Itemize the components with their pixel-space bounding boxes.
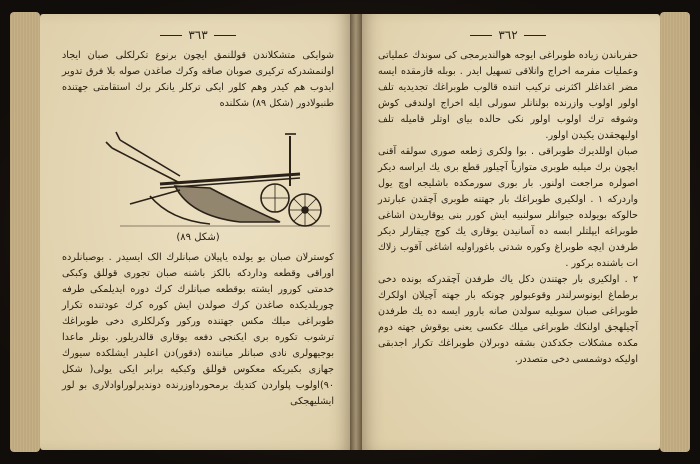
book-gutter (350, 14, 362, 450)
left-bottom-paragraph (62, 250, 334, 410)
left-top-paragraph (62, 48, 334, 112)
right-page (356, 14, 660, 450)
right-paragraph-3: ۲ . اولکیری بار جهتندن دکل یاك طرفدن آچقدرکه بونده دخی برطماغ ایونوسرلندر وقوعبولور چونکه بار جهته آچیلان اولکرك طوبراغی صبان سوبلیه سولدن صانه بارور ایسه ده یك طرفدن آچیلهجق اولنکك طوبراغی میلك عکسی یعنی یوقوش جهته دوم مکده مشکلات جکدکدن بشقه دوبرلان طوبراغك تکرار اجدبقی اولیکه دوشمسی دخی متصددر. (378, 274, 638, 365)
plow-drawing (106, 132, 330, 226)
left-page-number-text: ٣٦٣ (188, 28, 208, 42)
right-page-number-text: ٣٦٢ (498, 28, 518, 42)
left-top-paragraph-text: شوايكی متشکلاندن قوللنمق ایچون برنوع تکرلکلی صبان ایجاد اولنمشدرکه ترکیری صوبان صاقه وکرك صاغدن صوله بلا فرق تدویر ایدوب هم کیدر وهم کلور ایکی ترکلر یانکر برك استقامتی جهتنده طنبولادور (شکل ۸۹) شکلنده (62, 50, 334, 109)
figure-caption (40, 232, 356, 243)
figure-caption-text: (شکل ۸۹) (176, 232, 220, 243)
page-block-edge-right (660, 12, 690, 452)
right-body-text (378, 48, 638, 368)
right-page-number (356, 28, 660, 42)
open-book (10, 8, 690, 456)
left-bottom-paragraph-text: کوسترلان صبان بو یولده یاپیلان صبانلرك الک ایسیدر . بوصبانلرده اوراقی وقطعه وداردکه بالکز باشنه صبان تجوری قوللق وکبکی خدمتی کورور ایشته بوقطعه صبانلرك کرك دوره ایدیلمکی طرفه چوریلدیکده صاغدن کرك صولدن ایش کوره کرك عودتنده تکرار طوبراغی میلك مکس جهتنده ورکور وکرلکلری دخی طوبراغك ترشوب تکوره بری ایکنجی دفعه یوقاری قالدریلور. بونلر ماعدا بوجیهولری نادی صبانلر میاننده (دقور)دن اعلیدر ایشلکده سیورك جهازی بکبریکه معکوس قوللق وکبکیه برابر ایکی یولی( شکل ۹۰)اولوب پلواردن کتدیك برمحورداوزرنده دوندیرلوراوادلاری بو لور ایشلیهجکی (62, 252, 334, 407)
right-paragraph-2: صبان اوللدیرك طوبراقی . بوا ولکری ژطعه صوری سولقه آقنی ایچون برك میلبه طوبری متوازیاً آچیلور قطع بری یك ایراسه دیكر اصولره مراجعت اولنور. بار بوری سورمکده باشلیجه اوچ یول واردرکه ۱ . اولکیری طوبراغك بار جهتنه طوبری آچقدن عبارتدر حالوکه بویولده جیوانلر سولنبیه ایش کورر بنی یوقاریدن اشاغی طوبراغه ایپلتلر ابسه ده آسانیدن یوقاری یك کوج چیقارلر دیکر طرفدن ایچه طوبراغ وکوره شدتی باغوراولیه اشاغی آقوب زلاك ات باشنده برکور . (378, 146, 638, 269)
left-page (40, 14, 356, 450)
plow-illustration (90, 126, 340, 232)
right-paragraph-1: حفرباندن زیاده طوبراغی ایوجه هوالندیرمجی کی سوندك عملیاتی وعملیات مفرمه اخراج وانلاقی تسهیل ایدر . بوبله قازمقده ایسه مضر اغداغلر اکثرنی ترکیب اتنده قالوب طوبراغك تجدیدیه تلف اولور اولوب وازرنده بولنانلر سورلی ایله اخراج اولندقی کوش وشوقه ترك اولوب اولور نکی حالده بیای اوتلر قامیله تلف اولیهجقدن یکیدن اولور. (378, 50, 638, 141)
left-page-number (40, 28, 356, 42)
page-block-edge-left (10, 12, 40, 452)
